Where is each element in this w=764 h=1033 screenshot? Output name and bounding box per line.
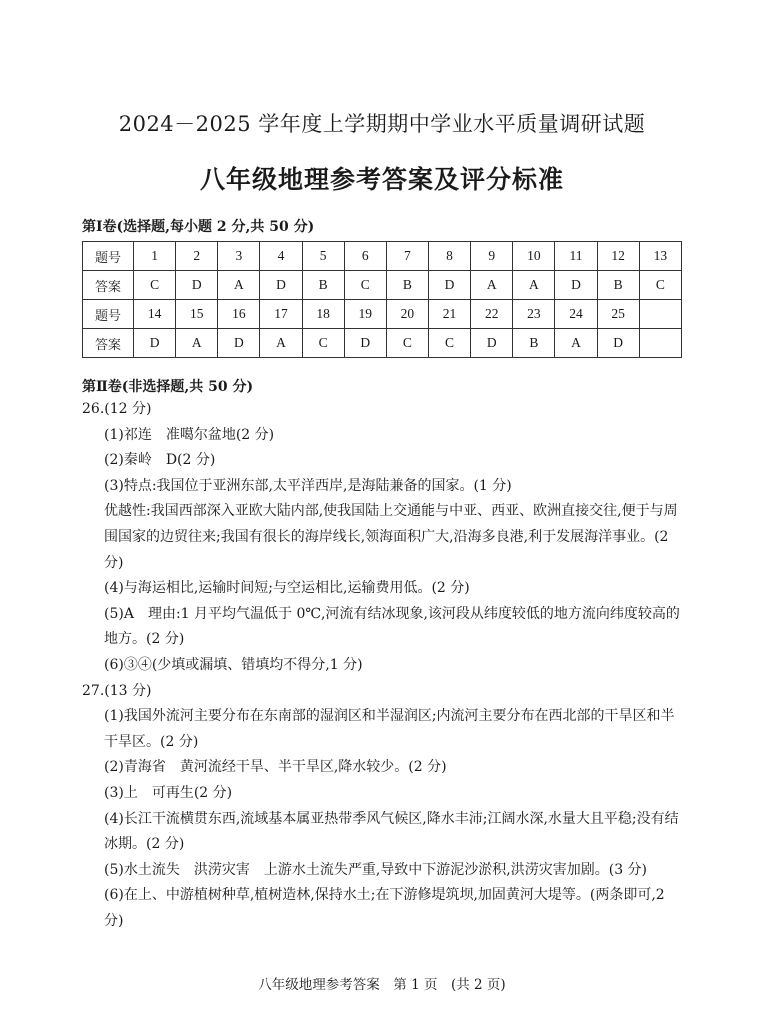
answer-cell: B: [386, 271, 428, 300]
page-footer: 八年级地理参考答案 第 1 页 (共 2 页): [258, 977, 506, 993]
question-heading: 26.(12 分): [82, 401, 152, 417]
answer-line: 优越性:我国西部深入亚欧大陆内部,使我国陆上交通能与中亚、西亚、欧洲直接交往,便于与周围国家的边贸往来;我国有很长的海岸线长,领海面积广大,沿海多良港,利于发展海洋事业。(2 分): [104, 503, 678, 571]
answer-cell: C: [134, 271, 176, 300]
answer-line: (3)特点:我国位于亚洲东部,太平洋西岸,是海陆兼备的国家。(1 分): [104, 477, 512, 494]
question-number-cell: 1: [134, 242, 176, 271]
question-number-cell: 12: [597, 242, 639, 271]
question-number-cell: 22: [471, 300, 513, 329]
open-answers: [82, 397, 682, 934]
row-label-answer: 答案: [83, 329, 134, 358]
question-number-cell: 19: [344, 300, 386, 329]
answer-line: (6)在上、中游植树种草,植树造林,保持水土;在下游修堤筑坝,加固黄河大堤等。(两条即可,2 分): [104, 887, 665, 929]
answer-line: (2)秦岭 D(2 分): [104, 452, 216, 469]
question-number-cell: 6: [344, 242, 386, 271]
part2-heading: 第Ⅱ卷(非选择题,共 50 分): [82, 379, 254, 395]
answer-cell: A: [176, 329, 218, 358]
question-number-cell: 10: [513, 242, 555, 271]
answer-line: (5)水土流失 洪涝灾害 上游水土流失严重,导致中下游泥沙淤积,洪涝灾害加剧。(3 分): [104, 861, 648, 878]
answer-line: (4)与海运相比,运输时间短;与空运相比,运输费用低。(2 分): [104, 580, 470, 597]
answer-cell: A: [513, 271, 555, 300]
table-row-numbers: [83, 242, 682, 271]
question-number-cell: 25: [597, 300, 639, 329]
question-number-cell: 20: [386, 300, 428, 329]
question-number-cell: 2: [176, 242, 218, 271]
answer-cell: A: [260, 329, 302, 358]
answer-cell: D: [597, 329, 639, 358]
answer-cell: C: [639, 271, 681, 300]
question-number-cell: 16: [218, 300, 260, 329]
question-number-cell: 14: [134, 300, 176, 329]
answer-cell: D: [218, 329, 260, 358]
answer-line: (1)祁连 准噶尔盆地(2 分): [104, 426, 275, 443]
question-number-cell: 18: [302, 300, 344, 329]
answer-line: (3)上 可再生(2 分): [104, 784, 233, 801]
question-number-cell: 23: [513, 300, 555, 329]
answer-cell: C: [386, 329, 428, 358]
table-row-numbers: [83, 300, 682, 329]
question-number-cell: 7: [386, 242, 428, 271]
answer-cell: [639, 329, 681, 358]
question-heading: 27.(13 分): [82, 682, 152, 699]
answer-line: (6)③④(少填或漏填、错填均不得分,1 分): [104, 656, 363, 673]
row-label-number: 题号: [83, 300, 134, 329]
exam-title: 2024－2025 学年度上学期期中学业水平质量调研试题: [118, 112, 646, 136]
question-number-cell: 11: [555, 242, 597, 271]
answer-line: (2)青海省 黄河流经干旱、半干旱区,降水较少。(2 分): [104, 759, 447, 776]
answer-line: (5)A 理由:1 月平均气温低于 0℃,河流有结冰现象,该河段从纬度较低的地方流向纬度较高的地方。(2 分): [104, 605, 680, 648]
answer-cell: D: [471, 329, 513, 358]
question-number-cell: 4: [260, 242, 302, 271]
table-row-answers: [83, 271, 682, 300]
answer-line: (4)长江干流横贯东西,流域基本属亚热带季风气候区,降水丰沛;江阔水深,水量大且平稳;没有结冰期。(2 分): [104, 810, 679, 853]
answer-cell: A: [555, 329, 597, 358]
table-row-answers: [83, 329, 682, 358]
answer-cell: C: [344, 271, 386, 300]
answer-table: [82, 241, 682, 358]
answer-cell: B: [597, 271, 639, 300]
question-number-cell: 5: [302, 242, 344, 271]
answer-cell: B: [302, 271, 344, 300]
row-label-number: 题号: [83, 242, 134, 271]
answer-cell: D: [176, 271, 218, 300]
question-number-cell: 15: [176, 300, 218, 329]
answer-cell: D: [134, 329, 176, 358]
question-number-cell: 24: [555, 300, 597, 329]
row-label-answer: 答案: [83, 271, 134, 300]
question-number-cell: 13: [639, 242, 681, 271]
answer-cell: A: [218, 271, 260, 300]
question-number-cell: 21: [428, 300, 470, 329]
answer-cell: D: [344, 329, 386, 358]
document-subtitle: 八年级地理参考答案及评分标准: [199, 165, 564, 194]
question-number-cell: 17: [260, 300, 302, 329]
question-number-cell: 8: [428, 242, 470, 271]
answer-line: (1)我国外流河主要分布在东南部的湿润区和半湿润区;内流河主要分布在西北部的干旱区和半干旱区。(2 分): [104, 708, 675, 750]
answer-cell: A: [471, 271, 513, 300]
answer-cell: D: [555, 271, 597, 300]
part1-heading: 第Ⅰ卷(选择题,每小题 2 分,共 50 分): [82, 219, 315, 235]
answer-cell: C: [428, 329, 470, 358]
answer-cell: B: [513, 329, 555, 358]
answer-cell: C: [302, 329, 344, 358]
answer-cell: D: [428, 271, 470, 300]
question-number-cell: [639, 300, 681, 329]
question-number-cell: 3: [218, 242, 260, 271]
answer-cell: D: [260, 271, 302, 300]
question-number-cell: 9: [471, 242, 513, 271]
